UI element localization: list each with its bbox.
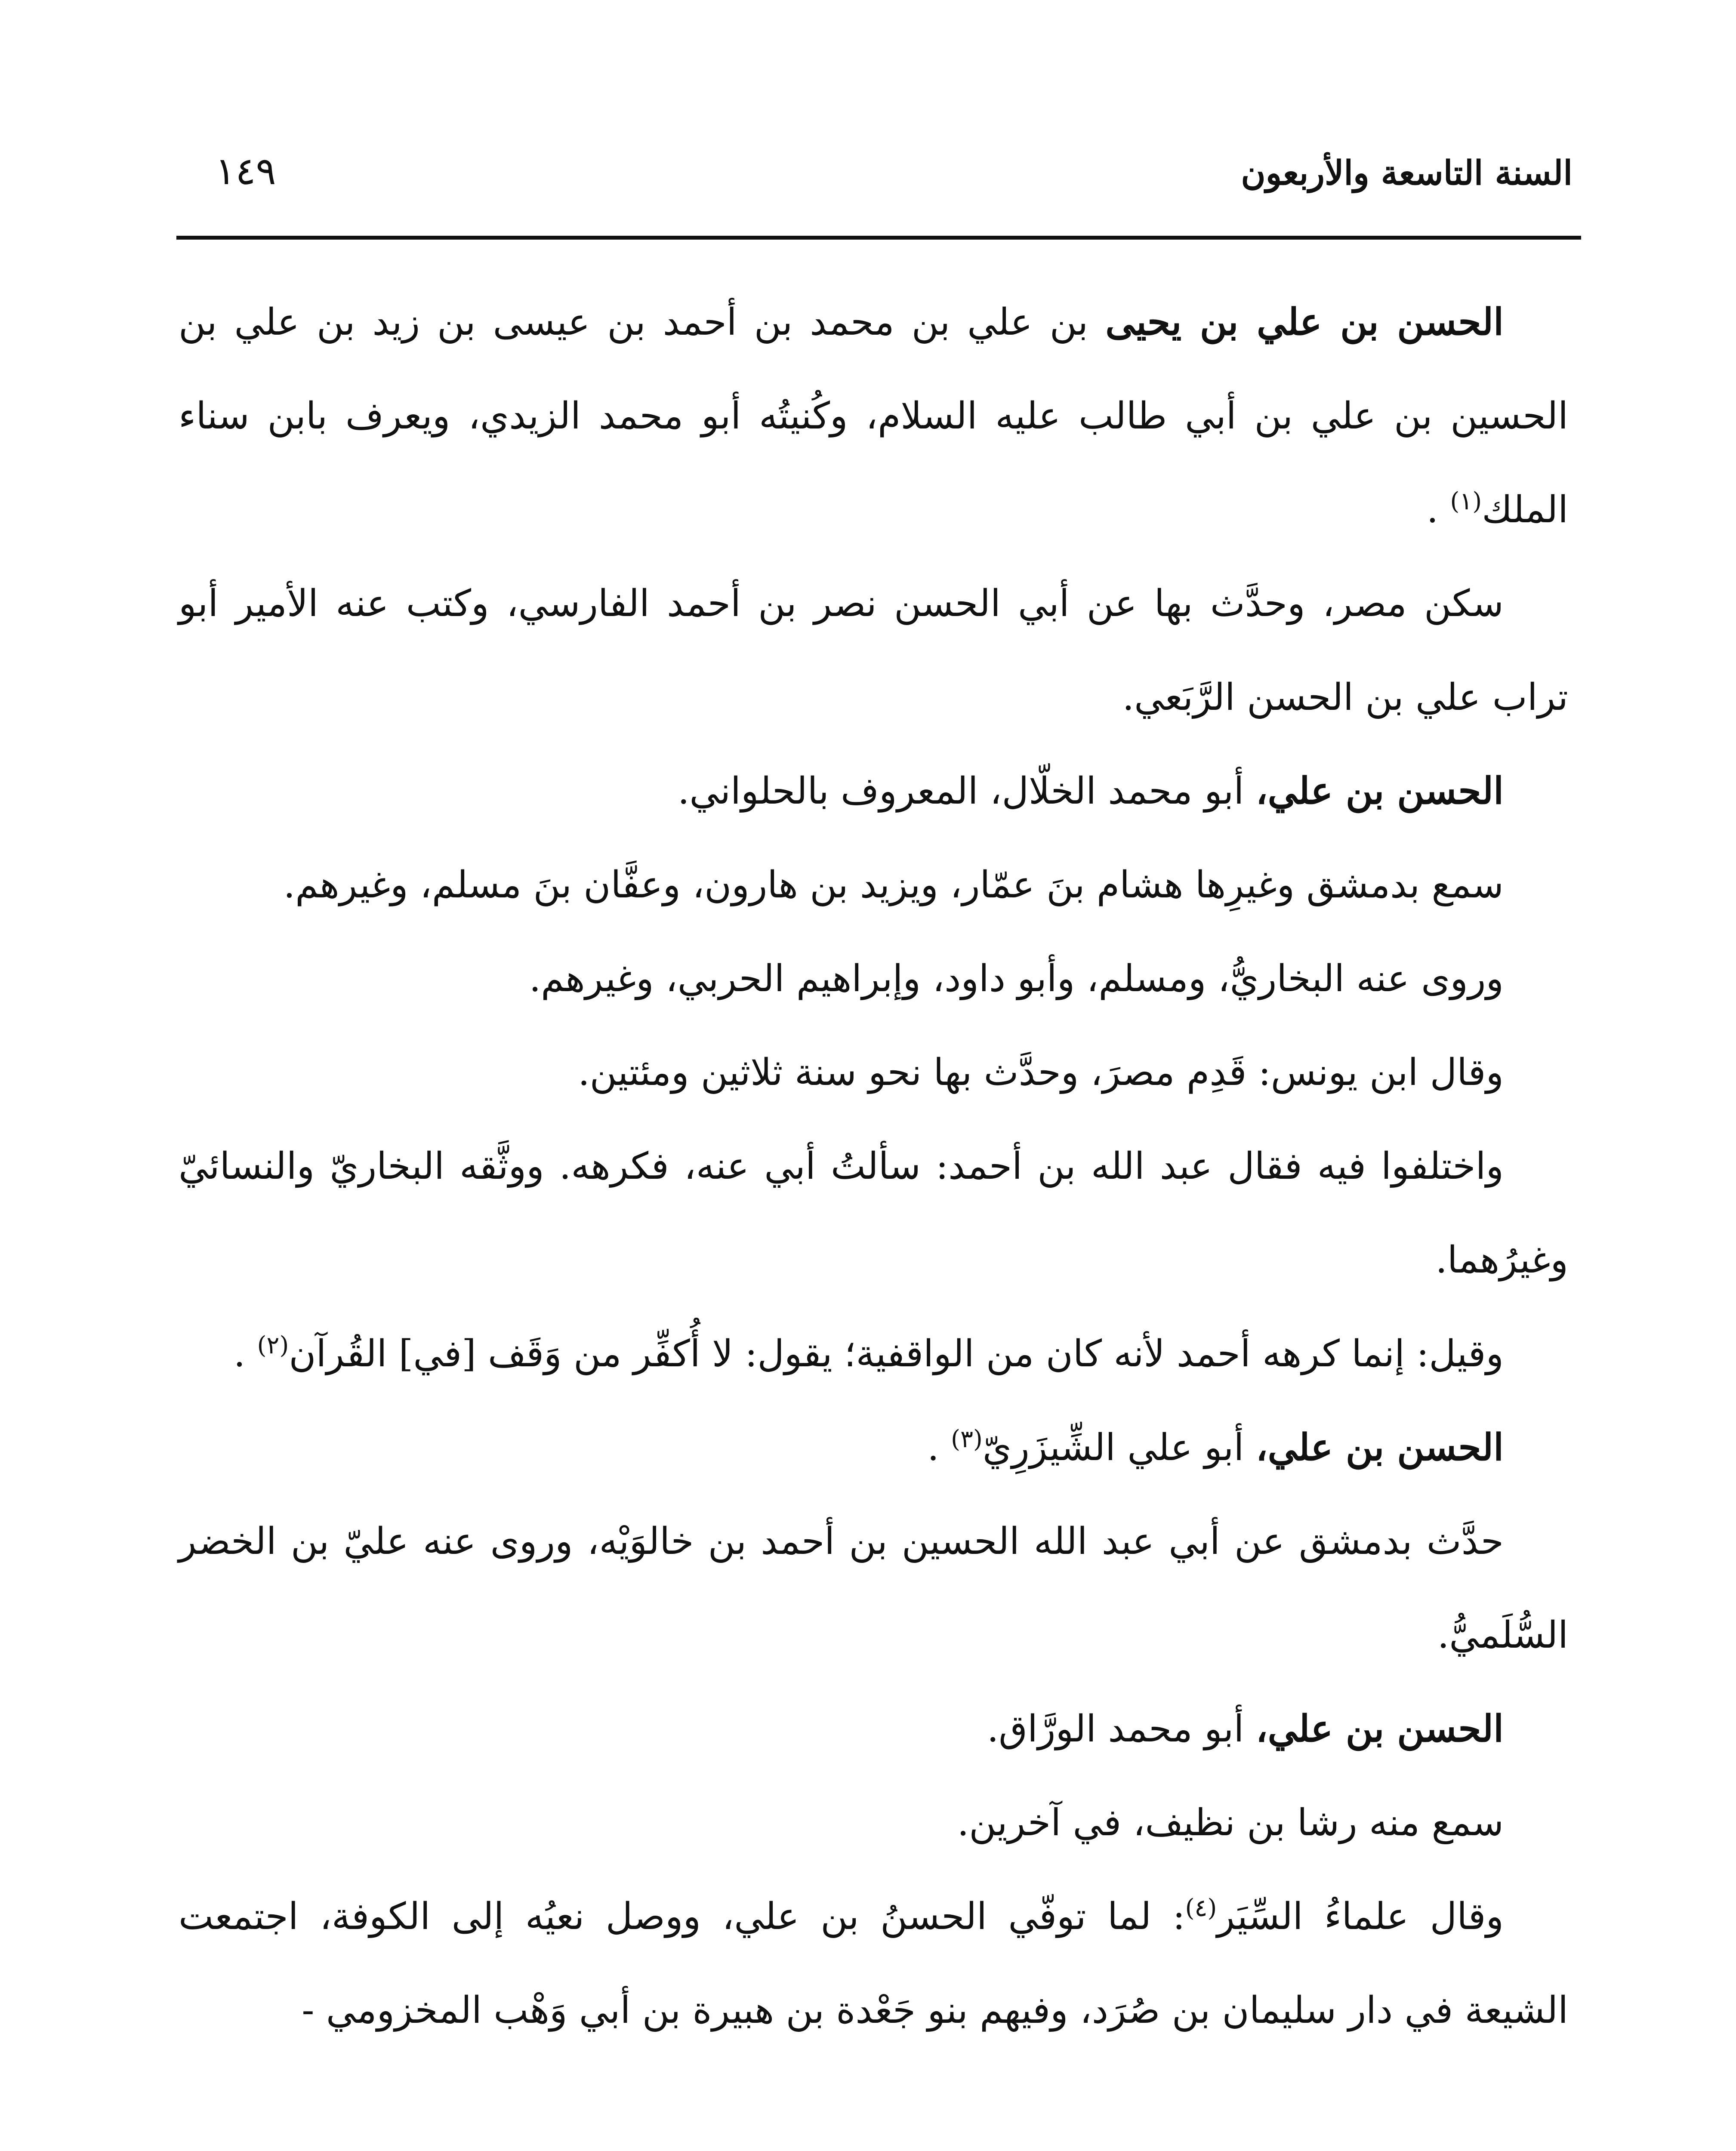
paragraph-text: سمع منه رشا بن نظيف، في آخرين. xyxy=(957,1801,1504,1844)
running-title: السنة التاسعة والأربعون xyxy=(1241,154,1573,193)
biography-entry xyxy=(179,275,1568,557)
entry-name: الحسن بن علي، xyxy=(1255,769,1504,813)
footnote-ref: (٣) xyxy=(951,1425,983,1453)
biography-entry xyxy=(179,744,1568,838)
entry-tail: . xyxy=(1426,488,1450,531)
entry-text: أبو محمد الورَّاق. xyxy=(987,1707,1256,1750)
paragraph xyxy=(179,1776,1568,1870)
paragraph-text: سكن مصر، وحدَّث بها عن أبي الحسن نصر بن أحمد الفارسي، وكتب عنه الأمير أبو تراب علي بن الحسن الرَّبَعي. xyxy=(179,582,1568,719)
footnote-ref: (١) xyxy=(1450,487,1482,515)
paragraph-text: وقيل: إنما كرهه أحمد لأنه كان من الواقفية؛ يقول: لا أُكفِّر من وَقَف [في] القُرآن xyxy=(289,1332,1504,1375)
entry-text: بن علي بن محمد بن أحمد بن عيسى بن زيد بن علي بن الحسين بن علي بن أبي طالب عليه السلام، وكُنيتُه أبو محمد الزيدي، ويعرف بابن سناء الملك xyxy=(179,301,1568,531)
paragraph-tail: : لما توفّي الحسنُ بن علي، ووصل نعيُه إلى الكوفة، اجتمعت الشيعة في دار سليمان بن صُرَد، وفيهم بنو جَعْدة بن هبيرة بن أبي وَهْب المخزومي - xyxy=(179,1895,1568,2032)
page-number: ١٤٩ xyxy=(215,149,276,193)
entry-name: الحسن بن علي، xyxy=(1255,1707,1504,1750)
paragraph xyxy=(179,1870,1568,2057)
biography-entry xyxy=(179,1682,1568,1776)
paragraph-tail: . xyxy=(233,1332,257,1375)
biography-entry xyxy=(179,1401,1568,1495)
paragraph-text: وقال ابن يونس: قَدِم مصرَ، وحدَّث بها نحو سنة ثلاثين ومئتين. xyxy=(578,1051,1504,1094)
paragraph-text: وروى عنه البخاريُّ، ومسلم، وأبو داود، وإبراهيم الحربي، وغيرهم. xyxy=(529,957,1504,1000)
footnote-ref: (٤) xyxy=(1185,1894,1217,1922)
entry-name: الحسن بن علي بن يحيى xyxy=(1105,300,1504,344)
paragraph xyxy=(179,1119,1568,1307)
paragraph xyxy=(179,838,1568,932)
paragraph xyxy=(179,1495,1568,1682)
paragraph-text: وقال علماءُ السِّيَر xyxy=(1217,1895,1504,1938)
entry-tail: . xyxy=(927,1426,951,1469)
entry-text: أبو علي الشِّيزَرِيّ xyxy=(982,1426,1256,1469)
paragraph xyxy=(179,1026,1568,1119)
entry-text: أبو محمد الخلّال، المعروف بالحلواني. xyxy=(678,770,1256,813)
header-rule xyxy=(176,236,1581,240)
paragraph xyxy=(179,557,1568,744)
page-header xyxy=(189,142,1577,206)
footnote-ref: (٢) xyxy=(257,1331,289,1359)
paragraph-text: حدَّث بدمشق عن أبي عبد الله الحسين بن أحمد بن خالوَيْه، وروى عنه عليّ بن الخضر السُّلَميُّ. xyxy=(179,1520,1568,1657)
main-text xyxy=(179,275,1568,2057)
paragraph xyxy=(179,932,1568,1026)
paragraph xyxy=(179,1307,1568,1401)
paragraph-text: سمع بدمشق وغيرِها هشام بنَ عمّار، ويزيد بن هارون، وعفَّان بنَ مسلم، وغيرهم. xyxy=(283,863,1504,906)
entry-name: الحسن بن علي، xyxy=(1255,1426,1504,1469)
paragraph-text: واختلفوا فيه فقال عبد الله بن أحمد: سألتُ أبي عنه، فكرهه. ووثَّقه البخاريّ والنسائيّ وغيرُهما. xyxy=(179,1145,1568,1282)
